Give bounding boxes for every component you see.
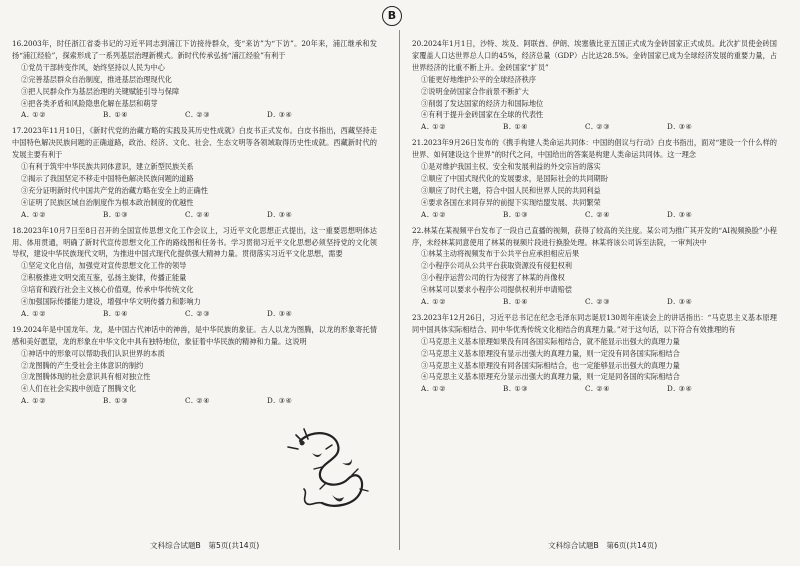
left-column — [12, 38, 377, 411]
question-option: ①坚定文化自信，加强党对宣传思想文化工作的领导 — [21, 261, 187, 271]
question-text: 2023年11月10日，《新时代党的治藏方略的实践及其历史性成就》白皮书正式发布。白皮书指出，西藏坚持走中国特色解决民族问题的正确道路，政治、经济、文化、社会、生态文明等各领域取得历史性成就。西藏新时代的发展主要有利于 — [12, 126, 377, 160]
question-option: ②顺应了中国式现代化的发展要求，是国际社会的共同期盼 — [421, 173, 608, 183]
right-column — [412, 38, 777, 399]
question-option: ③削弱了发达国家的经济力和国际地位 — [421, 98, 544, 108]
answer-choice[interactable]: D. ③④ — [267, 110, 293, 120]
dragon-illustration — [282, 423, 378, 515]
answer-choice[interactable]: D. ③④ — [267, 396, 293, 406]
question-stem — [12, 125, 377, 161]
answer-choices — [412, 209, 777, 221]
answer-choice[interactable]: B. ①④ — [503, 297, 529, 307]
answer-choice[interactable]: A. ①② — [21, 209, 47, 219]
question-17 — [12, 125, 377, 220]
question-option: ④把各类矛盾和风险隐患化解在基层和萌芽 — [21, 98, 158, 108]
footer-page-6: 文科综合试题B 第6页(共14页) — [548, 541, 658, 550]
question-text: 林某在某视频平台发布了一段自己直播的视频，获得了较高的关注度。某公司为推广其开发的“AI视频换脸”小程序，未经林某同意使用了林某的视频片段进行换脸处理。林某将该公司诉至法院，一审判决中 — [412, 225, 777, 247]
question-18 — [12, 225, 377, 320]
question-stem — [412, 137, 777, 161]
question-19 — [12, 324, 377, 407]
answer-choice[interactable]: A. ①② — [21, 308, 47, 318]
question-option: ④证明了民族区域自治制度作为根本政治制度的优越性 — [21, 197, 194, 207]
question-text: 2003年，时任浙江省委书记的习近平同志到浦江下访接待群众，变“来访”为“下访”。20年来，浦江继承和发扬“浦江经验”，探索形成了一系列基层治理新模式。新时代传承弘扬“浦江经验”有利于 — [12, 39, 377, 60]
answer-choices — [412, 383, 777, 395]
column-divider — [399, 30, 400, 550]
version-mark: B — [382, 6, 402, 26]
question-option: ④马克思主义基本原理充分显示出强大的真理力量，则一定是同各国的实际相结合 — [421, 372, 680, 382]
question-option: ④要求各国在求同存异的前提下实现结盟发展、共同繁荣 — [421, 197, 601, 207]
question-option: ②揭示了我国坚定不移走中国特色解决民族问题的道路 — [21, 173, 194, 183]
question-option: ①有利于筑牢中华民族共同体意识，建立新型民族关系 — [21, 162, 194, 172]
question-option: ①林某主动将视频发布于公共平台应承担相应后果 — [421, 249, 580, 259]
question-number: 19. — [12, 324, 24, 334]
answer-choices — [12, 109, 377, 121]
question-number: 20. — [412, 39, 424, 48]
question-22 — [412, 225, 777, 308]
question-text: 2023年10月7日至8日召开的全国宣传思想文化工作会议上，习近平文化思想正式提出，这一重要思想明体达用、体用贯通，明确了新时代宣传思想文化工作的路线图和任务书。学习贯彻习近平文化思想必须坚持党的文化领导权，建设中华民族现代文明，为推进中国式现代化提供强大精神力量。贯彻落实习近平文化思想，需要 — [12, 225, 377, 259]
question-option: ③小程序运营公司的行为侵害了林某的肖像权 — [421, 273, 565, 283]
answer-choice[interactable]: A. ①② — [21, 110, 47, 120]
footer-page-5: 文科综合试题B 第5页(共14页) — [150, 541, 260, 550]
question-stem — [12, 225, 377, 261]
answer-choice[interactable]: A. ①② — [421, 122, 447, 132]
answer-choice[interactable]: D. ③④ — [667, 209, 693, 219]
question-16 — [12, 38, 377, 121]
question-option: ③把人民群众作为基层治理的关键赋能引导与保障 — [21, 86, 180, 96]
answer-choice[interactable]: C. ②④ — [585, 209, 611, 219]
question-option: ①能更好地维护公平的全球经济秩序 — [421, 74, 537, 84]
question-number: 21. — [412, 138, 424, 148]
answer-choice[interactable]: C. ②④ — [585, 384, 611, 394]
question-option: ②马克思主义基本原理没有显示出强大的真理力量，则一定没有同各国实际相结合 — [421, 348, 680, 358]
question-option: ①党员干部转变作风，始终坚持以人民为中心 — [21, 62, 165, 72]
answer-choice[interactable]: D. ③④ — [267, 209, 293, 219]
answer-choice[interactable]: A. ①② — [421, 209, 447, 219]
answer-choice[interactable]: C. ②④ — [185, 209, 211, 219]
answer-choice[interactable]: C. ②④ — [185, 396, 211, 406]
question-text: 2024年1月1日，沙特、埃及、阿联酋、伊朗、埃塞俄比亚五国正式成为金砖国家正式成员。此次扩员使金砖国家覆盖人口达世界总人口的45%，经济总量（GDP）占比达28.5%。金砖国家已成为全球经济发展的重要力量，占世界经济的比重不断上升。金砖国家“扩员” — [412, 39, 777, 72]
question-number: 22. — [412, 225, 424, 235]
question-21 — [412, 137, 777, 220]
question-option: ②说明金砖国家合作前景不断扩大 — [421, 86, 529, 96]
question-number: 16. — [12, 39, 24, 48]
question-option: ③龙图腾体现的社会意识具有相对独立性 — [21, 372, 151, 382]
question-stem — [412, 312, 777, 336]
question-stem — [412, 38, 777, 74]
question-option: ①神话中的形象可以帮助我们认识世界的本质 — [21, 348, 165, 358]
answer-choice[interactable]: A. ①② — [421, 297, 447, 307]
answer-choices — [412, 121, 777, 133]
answer-choice[interactable]: C. ②③ — [185, 308, 211, 318]
question-option: ③顺应了时代主题，符合中国人民和世界人民的共同利益 — [421, 185, 601, 195]
question-text: 2023年12月26日，习近平总书记在纪念毛泽东同志诞辰130周年座谈会上的讲话指出：“马克思主义基本原理同中国具体实际相结合、同中华优秀传统文化相结合的真理力量。”对于这句话，以下符合有效推理的有 — [412, 312, 777, 334]
answer-choice[interactable]: B. ①③ — [103, 209, 129, 219]
question-20 — [412, 38, 777, 133]
question-option: ②小程序公司从公共平台获取资源没有侵犯权利 — [421, 261, 572, 271]
question-stem — [412, 225, 777, 249]
question-option: ③充分证明新时代中国共产党的治藏方略在安全上的正确性 — [21, 185, 208, 195]
question-option: ④加强国际传播能力建设，增强中华文明传播力和影响力 — [21, 297, 201, 307]
answer-choice[interactable]: C. ②③ — [585, 297, 611, 307]
answer-choice[interactable]: A. ①② — [21, 396, 47, 406]
answer-choice[interactable]: B. ①④ — [103, 308, 129, 318]
answer-choice[interactable]: D. ③④ — [667, 122, 693, 132]
answer-choice[interactable]: C. ②③ — [585, 122, 611, 132]
question-option: ③培育和践行社会主义核心价值观，传承中华传统文化 — [21, 285, 194, 295]
question-option: ④人们在社会实践中创造了图腾文化 — [21, 384, 137, 394]
answer-choice[interactable]: B. ①③ — [503, 384, 529, 394]
question-stem — [12, 38, 377, 62]
question-option: ②积极推进文明交流互鉴，弘扬主旋律，传播正能量 — [21, 273, 187, 283]
answer-choice[interactable]: B. ①④ — [503, 122, 529, 132]
question-option: ①马克思主义基本原理如果没有同各国实际相结合，就不能显示出强大的真理力量 — [421, 336, 680, 346]
answer-choices — [12, 395, 377, 407]
question-option: ①是对维护我国主权、安全和发展利益的外交宗旨的落实 — [421, 162, 601, 172]
answer-choice[interactable]: C. ②③ — [185, 110, 211, 120]
question-stem — [12, 324, 377, 348]
question-text: 2023年9月26日发布的《携手构建人类命运共同体：中国的倡议与行动》白皮书指出，面对“建设一个什么样的世界、如何建设这个世界”的时代之问，中国给出的答案是构建人类命运共同体。这一理念 — [412, 138, 777, 160]
answer-choices — [12, 308, 377, 320]
question-text: 2024年是中国龙年。龙，是中国古代神话中的神兽，是中华民族的象征。古人以龙为图腾，以龙的形象寄托情感和美好愿望，龙的形象在中华文化中具有独特地位，象征着中华民族的精神和力量。这说明 — [12, 324, 377, 346]
answer-choice[interactable]: B. ①③ — [503, 209, 529, 219]
answer-choices — [412, 296, 777, 308]
question-option: ④有利于提升金砖国家在全球的代表性 — [421, 110, 544, 120]
question-option: ②龙图腾的产生受社会主体意识的制约 — [21, 360, 144, 370]
answer-choice[interactable]: B. ①③ — [103, 396, 129, 406]
question-number: 23. — [412, 312, 424, 322]
question-option: ④林某可以要求小程序公司提供权利并申请赔偿 — [421, 285, 572, 295]
answer-choice[interactable]: D. ③④ — [267, 308, 293, 318]
question-option: ②完善基层群众自治制度，推进基层治理现代化 — [21, 74, 172, 84]
question-option: ③马克思主义基本原理没有同各国实际相结合，也一定能够显示出强大的真理力量 — [421, 360, 680, 370]
answer-choice[interactable]: D. ③④ — [667, 384, 693, 394]
answer-choice[interactable]: D. ③④ — [667, 297, 693, 307]
answer-choice[interactable]: A. ①② — [421, 384, 447, 394]
answer-choice[interactable]: B. ①④ — [103, 110, 129, 120]
question-23 — [412, 312, 777, 395]
question-number: 17. — [12, 126, 24, 136]
question-number: 18. — [12, 225, 24, 235]
answer-choices — [12, 209, 377, 221]
